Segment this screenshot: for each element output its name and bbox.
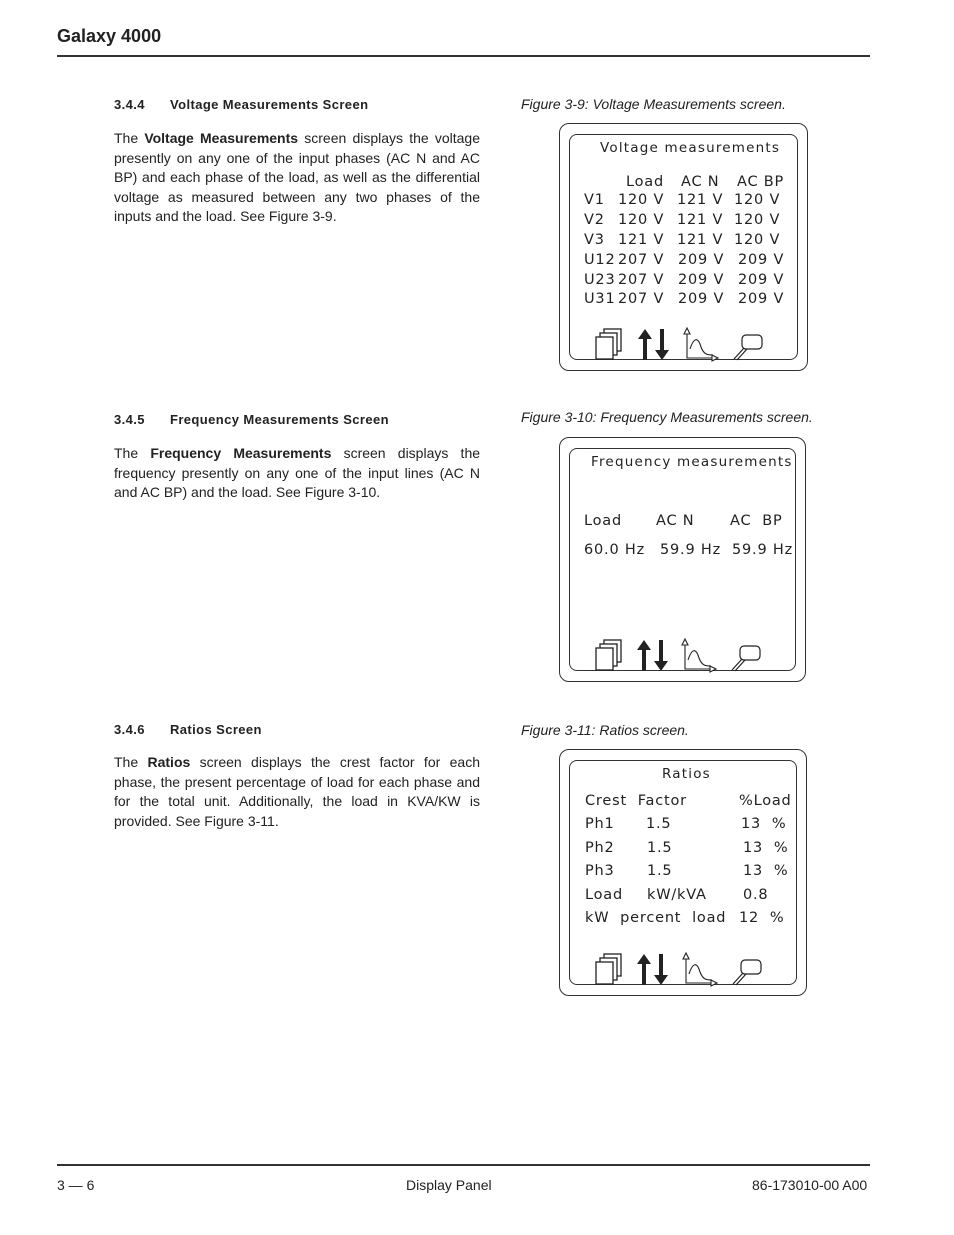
section-number: 3.4.4 — [114, 97, 145, 112]
body-text-pre: The — [114, 130, 145, 146]
body-text-post: screen displays the frequency presently on any one of the input lines (AC N and AC BP) and the load. See Figure 3-10. — [114, 445, 481, 500]
body-text-pre: The — [114, 445, 151, 461]
row-value: 121 V — [677, 212, 724, 228]
row-kw-kva-value: 0.8 — [743, 887, 769, 903]
column-header-ac-bp: AC BP — [737, 174, 785, 190]
screen-icon-bar — [594, 327, 774, 367]
waveform-graph-icon — [682, 639, 716, 672]
row-percent-load: 13 % — [743, 863, 789, 879]
row-kw-kva-label: kW/kVA — [647, 887, 707, 903]
row-label: Ph1 — [585, 816, 615, 832]
up-down-arrows-icon — [637, 640, 668, 671]
footer-section-name: Display Panel — [406, 1177, 492, 1193]
screen-title: Ratios — [662, 766, 711, 782]
frequency-value-load: 60.0 Hz — [584, 542, 646, 558]
figure-caption-3-11: Figure 3-11: Ratios screen. — [521, 722, 689, 738]
row-label-kw-percent-load: kW percent load — [585, 910, 727, 926]
frequency-value-ac-bp: 59.9 Hz — [732, 542, 794, 558]
magnifier-icon — [733, 960, 761, 985]
figure-caption-3-9: Figure 3-9: Voltage Measurements screen. — [521, 96, 786, 112]
row-value: 121 V — [677, 232, 724, 248]
pages-icon — [596, 640, 621, 670]
row-label: Ph2 — [585, 840, 615, 856]
up-down-arrows-icon — [637, 954, 668, 985]
section-title: Frequency Measurements Screen — [170, 412, 389, 427]
header-percent-load: %Load — [739, 793, 792, 809]
section-body-voltage — [114, 129, 480, 227]
section-title: Voltage Measurements Screen — [170, 97, 369, 112]
section-number: 3.4.5 — [114, 412, 145, 427]
waveform-graph-icon — [683, 953, 717, 986]
row-value: 207 V — [618, 252, 665, 268]
column-header-ac-bp: AC BP — [730, 513, 783, 529]
frequency-measurements-screen — [559, 437, 806, 682]
row-value: 209 V — [738, 291, 785, 307]
section-heading-ratios — [114, 722, 262, 737]
body-text-bold: Ratios — [147, 754, 191, 770]
body-text-bold: Frequency Measurements — [150, 445, 332, 461]
row-value: 120 V — [734, 212, 781, 228]
ratios-screen — [559, 749, 807, 996]
row-value: 209 V — [678, 272, 725, 288]
header-crest-factor: Crest Factor — [585, 793, 687, 809]
row-value: 120 V — [618, 192, 665, 208]
up-down-arrows-icon — [638, 329, 669, 360]
screen-icon-bar — [594, 638, 774, 678]
voltage-measurements-screen — [559, 123, 808, 371]
row-value: 209 V — [678, 291, 725, 307]
row-percent-load: 13 % — [741, 816, 787, 832]
row-crest-factor: 1.5 — [646, 816, 672, 832]
row-value: 207 V — [618, 272, 665, 288]
magnifier-icon — [734, 335, 762, 360]
row-value: 209 V — [678, 252, 725, 268]
frequency-value-ac-n: 59.9 Hz — [660, 542, 722, 558]
row-value: 121 V — [677, 192, 724, 208]
figure-caption-3-10: Figure 3-10: Frequency Measurements screen. — [521, 409, 813, 425]
row-label: Load — [585, 887, 623, 903]
row-label: Ph3 — [585, 863, 615, 879]
row-kw-percent-load-value: 12 % — [739, 910, 785, 926]
row-label: U31 — [584, 291, 616, 307]
row-value: 209 V — [738, 272, 785, 288]
pages-icon — [596, 329, 621, 359]
column-header-ac-n: AC N — [656, 513, 695, 529]
screen-title: Frequency measurements — [591, 454, 793, 470]
row-label: V1 — [584, 192, 605, 208]
body-text-post: screen displays the voltage presently on any one of the input phases (AC N and AC BP) and each phase of the load, as well as the differential voltage as measured between any two phases of the inputs and the load. See Figure 3-9. — [114, 130, 480, 224]
row-value: 209 V — [738, 252, 785, 268]
row-label: U12 — [584, 252, 616, 268]
section-number: 3.4.6 — [114, 722, 145, 737]
screen-icon-bar — [594, 952, 774, 992]
section-body-ratios — [114, 753, 480, 831]
row-label: V2 — [584, 212, 605, 228]
row-crest-factor: 1.5 — [647, 840, 673, 856]
section-title: Ratios Screen — [170, 722, 262, 737]
row-value: 207 V — [618, 291, 665, 307]
row-value: 120 V — [618, 212, 665, 228]
row-percent-load: 13 % — [743, 840, 789, 856]
header-rule — [57, 55, 870, 57]
row-value: 120 V — [734, 232, 781, 248]
document-title: Galaxy 4000 — [57, 26, 162, 46]
row-value: 121 V — [618, 232, 665, 248]
section-body-frequency — [114, 444, 480, 503]
section-heading-frequency — [114, 412, 389, 427]
waveform-graph-icon — [684, 328, 718, 361]
row-crest-factor: 1.5 — [647, 863, 673, 879]
column-header-load: Load — [626, 174, 664, 190]
row-label: U23 — [584, 272, 616, 288]
body-text-bold: Voltage Measurements — [144, 130, 299, 146]
column-header-load: Load — [584, 513, 622, 529]
column-header-ac-n: AC N — [681, 174, 720, 190]
section-heading-voltage — [114, 97, 368, 112]
magnifier-icon — [732, 646, 760, 671]
body-text-pre: The — [114, 754, 148, 770]
page-number: 3 — 6 — [57, 1177, 95, 1193]
row-value: 120 V — [734, 192, 781, 208]
screen-title: Voltage measurements — [600, 140, 781, 156]
footer-rule — [57, 1164, 870, 1166]
document-number: 86-173010-00 A00 — [752, 1177, 868, 1193]
body-text-post: screen displays the crest factor for each phase, the present percentage of load for each phase and for the total unit. Additionally, the load in KVA/KW is provided. See Figure 3-11. — [114, 754, 480, 829]
row-label: V3 — [584, 232, 605, 248]
pages-icon — [596, 954, 621, 984]
